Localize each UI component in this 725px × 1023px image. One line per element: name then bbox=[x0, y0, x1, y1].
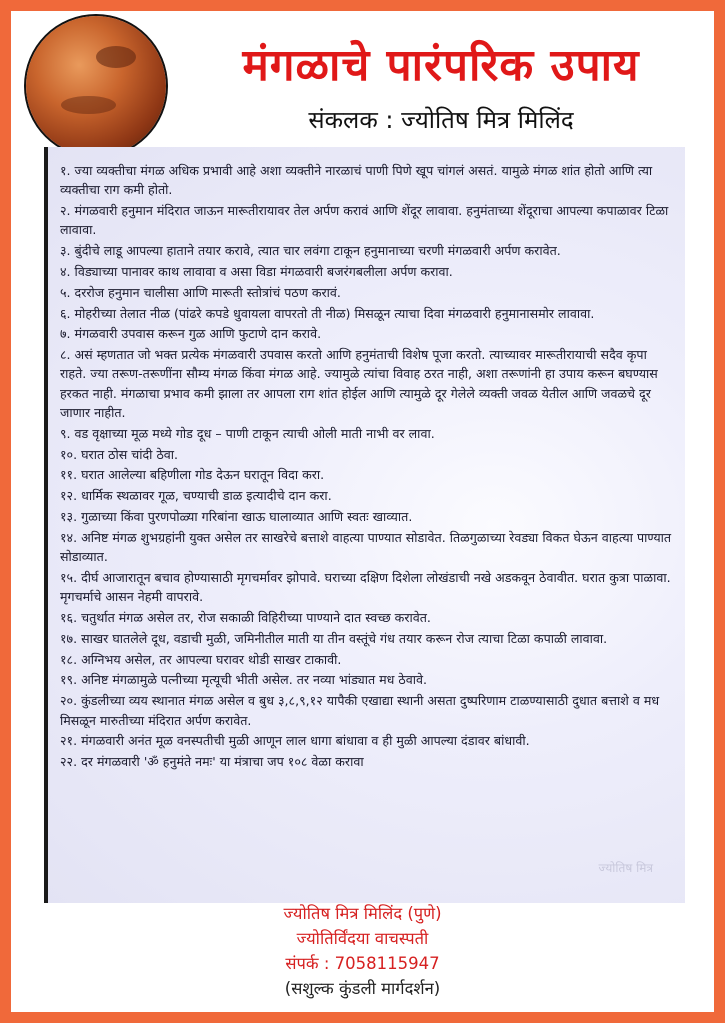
list-item: ३. बुंदीचे लाडू आपल्या हाताने तयार करावे, त्यात चार लवंगा टाकून हनुमानाच्या चरणी मंगळवारी अर्पण करावेत. bbox=[60, 243, 561, 259]
list-item: १०. घरात ठोस चांदी ठेवा. bbox=[60, 446, 179, 462]
list-item: २. मंगळवारी हनुमान मंदिरात जाऊन मारूतीरायावर तेल अर्पण करावं आणि शेंदूर लावावा. हनुमंताच्या शेंदूराचा आपल्या कपाळावर टिळा लावावा. bbox=[60, 203, 669, 238]
service-note: (सशुल्क कुंडली मार्गदर्शन) bbox=[284, 979, 441, 998]
list-item: २१. मंगळवारी अनंत मूळ वनस्पतीची मुळी आणून लाल धागा बांधावा व ही मुळी आपल्या दंडावर बांधावी. bbox=[60, 733, 530, 749]
list-item: ५. दररोज हनुमान चालीसा आणि मारूती स्तोत्रांचं पठण करावं. bbox=[60, 284, 341, 300]
list-item: ६. मोहरीच्या तेलात नीळ (पांढरे कपडे धुवायला वापरतो ती नीळ) मिसळून त्याचा दिवा मंगळवारी हनुमानासमोर लावावा. bbox=[60, 305, 595, 321]
list-item: २०. कुंडलीच्या व्यय स्थानात मंगळ असेल व बुध ३,८,९,१२ यापैकी एखाद्या स्थानी असता दुष्परिणाम टाळण्यासाठी दुधात बत्ताशे व मध मिसळून मारुतीच्या मंदिरात अर्पण करावेत. bbox=[60, 693, 660, 728]
list-item: १९. अनिष्ट मंगळामुळे पत्नीच्या मृत्यूची भीती असेल. तर नव्या भांड्यात मध ठेवावे. bbox=[60, 672, 428, 688]
list-item: १८. अग्निभय असेल, तर आपल्या घरावर थोडी साखर टाकावी. bbox=[60, 651, 342, 667]
list-item: १५. दीर्घ आजारातून बचाव होण्यासाठी मृगचर्मावर झोपावे. घराच्या दक्षिण दिशेला लोखंडाची नखे अडकवून ठेवावीत. घरात कुत्रा पाळावा. मृगचर्माचे आसन नेहमी वापरावे. bbox=[60, 569, 671, 605]
list-item: १. ज्या व्यक्तीचा मंगळ अधिक प्रभावी आहे अशा व्यक्तीने नारळाचं पाणी पिणे खूप चांगलं असतं. यामुळे मंगळ शांत होतो आणि त्या व्यक्तीचा राग कमी होतो. bbox=[60, 163, 653, 198]
page-title: मंगळाचे पारंपरिक उपाय bbox=[242, 40, 640, 91]
remedies-list bbox=[48, 147, 685, 771]
author-name: ज्योतिष मित्र मिलिंद (पुणे) bbox=[283, 904, 442, 923]
list-item: २२. दर मंगळवारी 'ॐ हनुमंते नमः' या मंत्राचा जप १०८ वेळा करावा bbox=[60, 754, 364, 770]
watermark: ज्योतिष मित्र bbox=[598, 861, 653, 875]
list-item: ७. मंगळवारी उपवास करून गुळ आणि फुटाणे दान करावे. bbox=[60, 326, 322, 342]
page-subtitle: संकलक : ज्योतिष मित्र मिलिंद bbox=[308, 106, 574, 134]
list-item: ११. घरात आलेल्या बहिणीला गोड देऊन घरातून विदा करा. bbox=[60, 467, 325, 483]
list-item: १७. साखर घातलेले दूध, वडाची मुळी, जमिनीतील माती या तीन वस्तूंचे गंध तयार करून रोज त्याचा टिळा कपाळी लावावा. bbox=[60, 630, 608, 646]
list-item: १४. अनिष्ट मंगळ शुभग्रहांनी युक्त असेल तर साखरेचे बत्ताशे वाहत्या पाण्यात सोडावेत. तिळगुळाच्या रेवड्या विकत घेऊन वाहत्या पाण्यात सोडाव्यात. bbox=[60, 529, 672, 565]
list-item: १३. गुळाच्या किंवा पुरणपोळ्या गरिबांना खाऊ घालाव्यात आणि स्वतः खाव्यात. bbox=[60, 509, 413, 525]
footer-contact bbox=[11, 901, 714, 1001]
author-title: ज्योतिर्विंदया वाचस्पती bbox=[296, 929, 429, 948]
list-item: ८. असं म्हणतात जो भक्त प्रत्येक मंगळवारी उपवास करतो आणि हनुमंताची विशेष पूजा करतो. त्याच्यावर मारूतीरायाची सदैव कृपा राहते. ज्या तरूण-तरूणींना सौम्य मंगळ किंवा मंगळ आहे. ज्यामुळे त्यांचा विवाह ठरत नाही, अशा तरूणांनी हा उपाय करून बघण्यास हरकत नाही. मंगळाचा प्रभाव कमी झाला तर आपला राग शांत होईल आणि त्यामुळे दूर गेलेले व्यक्ती जवळ येतील आणि जवळचे दूर जाणार नाहीत. bbox=[60, 347, 658, 421]
list-item: ४. विड्याच्या पानावर काथ लावावा व असा विडा मंगळवारी बजरंगबलीला अर्पण करावा. bbox=[60, 263, 453, 279]
list-item: १२. धार्मिक स्थळावर गूळ, चण्याची डाळ इत्यादीचे दान करा. bbox=[60, 488, 332, 504]
list-item: १६. चतुर्थात मंगळ असेल तर, रोज सकाळी विहिरीच्या पाण्याने दात स्वच्छ करावेत. bbox=[60, 610, 431, 626]
planet-mars-icon bbox=[26, 16, 166, 156]
list-item: ९. वड वृक्षाच्या मूळ मध्ये गोड दूध – पाणी टाकून त्याची ओली माती नाभी वर लावा. bbox=[60, 425, 435, 441]
remedies-panel bbox=[44, 147, 685, 903]
poster bbox=[11, 11, 714, 1012]
contact-number: संपर्क : 7058115947 bbox=[285, 954, 440, 973]
